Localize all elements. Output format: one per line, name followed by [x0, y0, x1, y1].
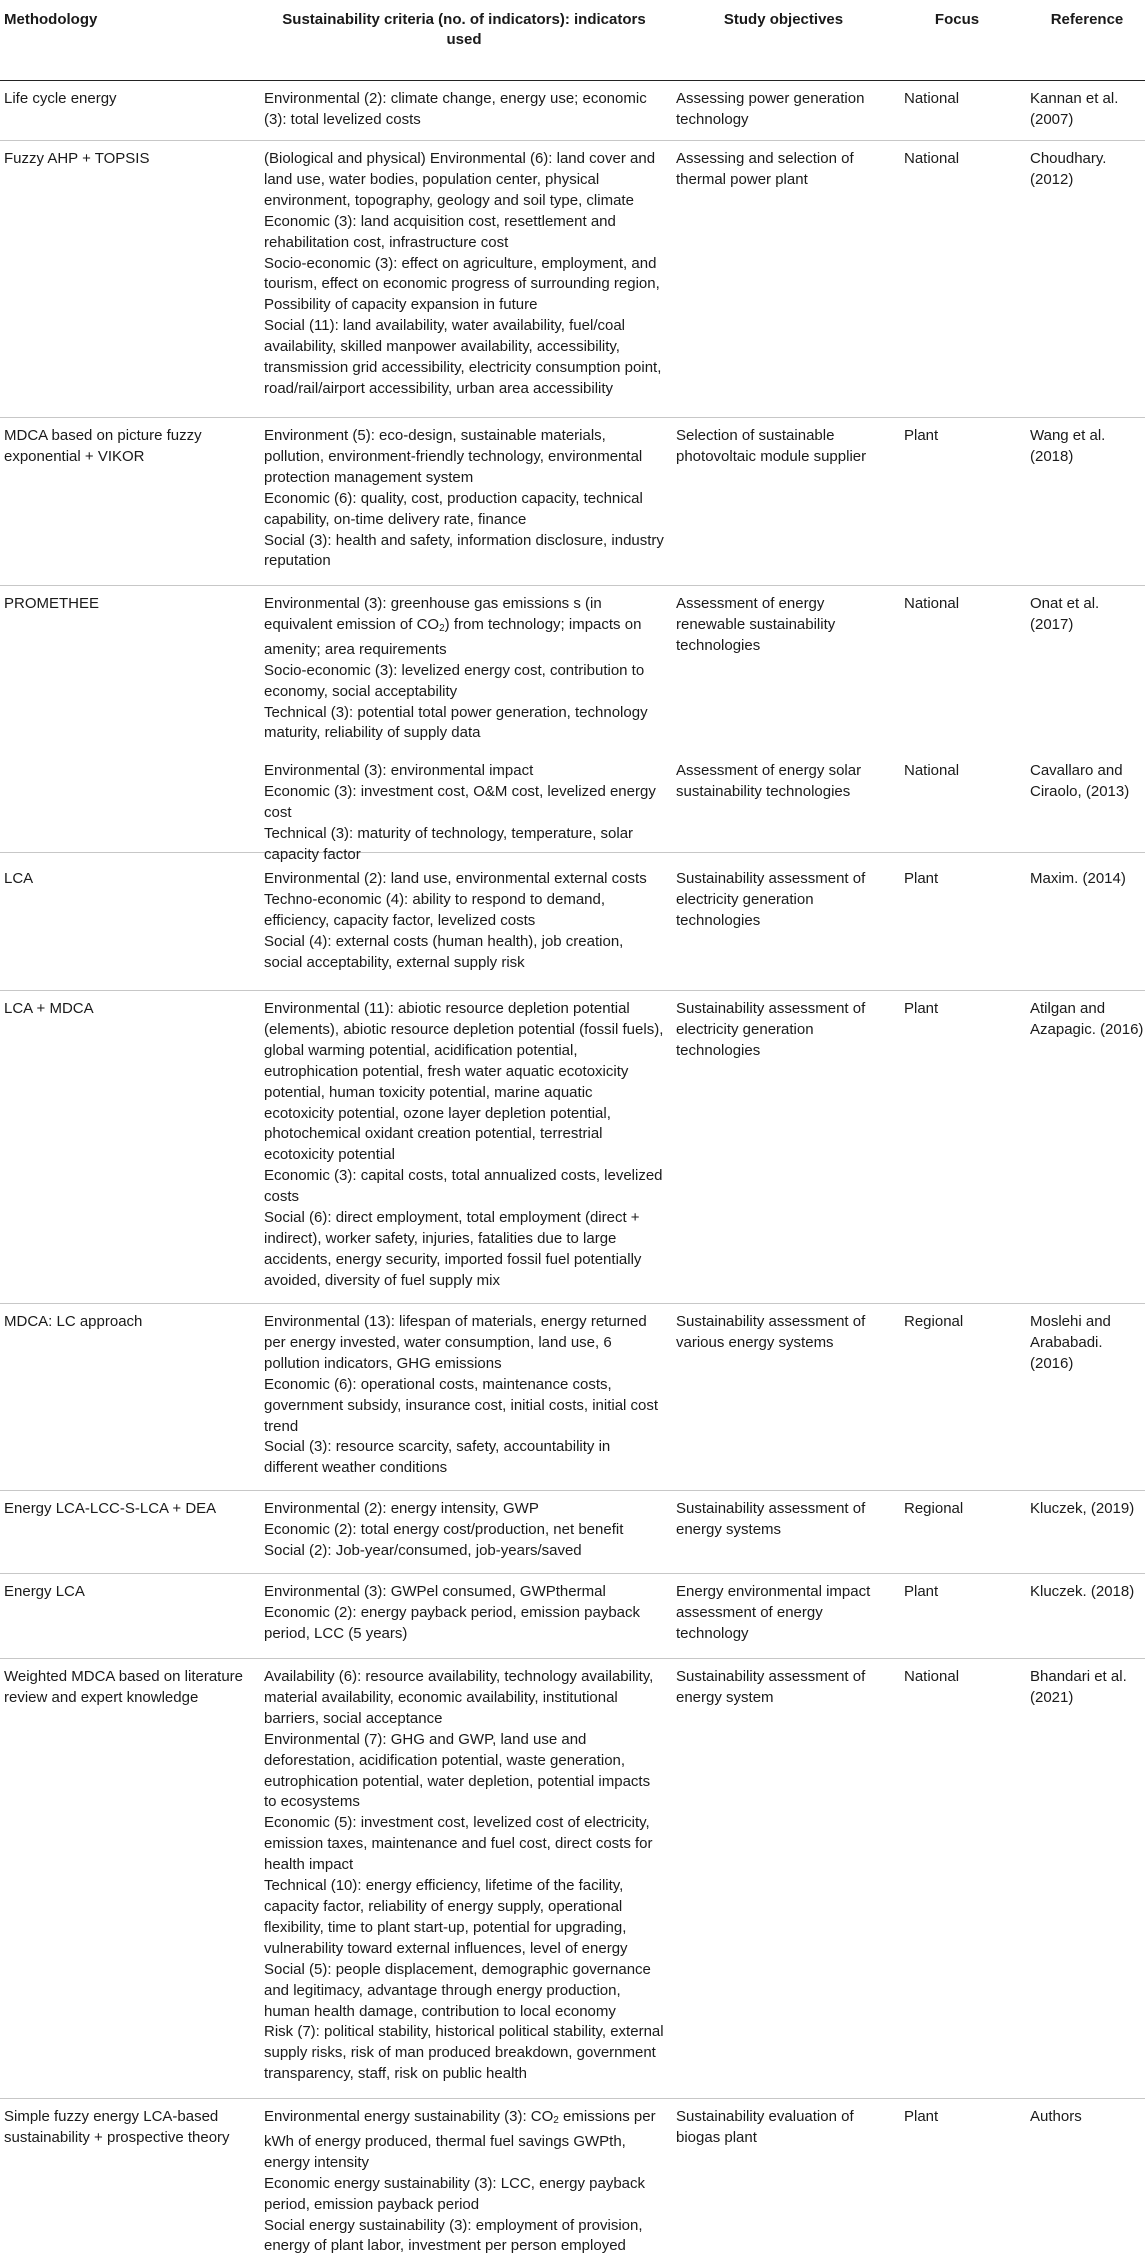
reference-cell: Authors	[1030, 2108, 1082, 2125]
objectives-cell: Sustainability assessment of electricity generation technologies	[676, 870, 866, 929]
objectives-cell: Assessing power generation technology	[676, 90, 865, 128]
header-objectives: Study objectives	[723, 11, 844, 28]
criteria-line: Socio-economic (3): levelized energy cost, contribution to economy, social acceptability	[264, 661, 645, 700]
criteria-line: Environment (5): eco-design, sustainable materials, pollution, environment-friendly technology, environmental protection management system	[264, 427, 643, 486]
criteria-line: Technical (10): energy efficiency, lifetime of the facility, capacity factor, reliability of energy supply, operational flexibility, time to plant start-up, potential for upgrading, vulnerability toward external influences, level of energy	[264, 1877, 628, 1957]
criteria-line: Environmental (7): GHG and GWP, land use and deforestation, acidification potential, waste generation, eutrophication potential, water depletion, potential impacts to ecosystems	[264, 1730, 651, 1811]
criteria-line: Environmental (3): environmental impact	[264, 762, 534, 779]
criteria-cell	[264, 869, 664, 974]
criteria-line: Social (3): health and safety, information disclosure, industry reputation	[264, 531, 664, 570]
objectives-cell: Selection of sustainable photovoltaic module supplier	[676, 427, 867, 465]
criteria-line: Economic (3): investment cost, O&M cost, levelized energy cost	[264, 782, 656, 821]
criteria-line: Social (4): external costs (human health), job creation, social acceptability, external supply risk	[264, 932, 624, 971]
methodology-cell: Simple fuzzy energy LCA-based sustainability + prospective theory	[4, 2108, 230, 2146]
criteria-cell	[264, 426, 664, 572]
focus-cell: Plant	[904, 2108, 939, 2125]
criteria-line: Economic (6): operational costs, maintenance costs, government subsidy, insurance cost, initial costs, initial cost trend	[264, 1375, 659, 1435]
reference-cell: Kannan et al. (2007)	[1030, 90, 1119, 128]
reference-cell: Choudhary. (2012)	[1030, 150, 1107, 188]
objectives-cell: Assessment of energy solar sustainability technologies	[676, 762, 862, 800]
criteria-cell	[264, 1582, 664, 1645]
focus-cell: National	[904, 595, 960, 612]
criteria-line: Environmental (3): GWPel consumed, GWPthermal	[264, 1583, 606, 1600]
table-row	[0, 80, 1145, 141]
criteria-line: Environmental (2): energy intensity, GWP	[264, 1500, 539, 1517]
reference-cell: Kluczek, (2019)	[1030, 1500, 1135, 1517]
criteria-cell	[264, 2107, 664, 2257]
criteria-line: (Biological and physical) Environmental (6): land cover and land use, water bodies, population center, physical environment, topography, geology and soil type, climate	[264, 150, 656, 209]
criteria-line: Economic (2): total energy cost/production, net benefit	[264, 1520, 624, 1538]
criteria-line: Environmental (11): abiotic resource depletion potential (elements), abiotic resource depletion potential (fossil fuels), global warming potential, acidification potential, eutrophication potential, fresh water aquatic ecotoxicity potential, human toxicity potential, marine aquatic ecotoxicity potential, ozone layer depletion potential, photochemical oxidant creation potential, terrestrial ecotoxicity potential	[264, 1000, 664, 1164]
criteria-cell	[264, 1667, 664, 2085]
criteria-line: Risk (7): political stability, historical political stability, external supply risks, risk of man produced breakdown, government transparency, staff, risk on public health	[264, 2023, 664, 2083]
table-row	[0, 1490, 1145, 1574]
methodology-cell: Energy LCA-LCC-S-LCA + DEA	[4, 1500, 217, 1517]
table-row	[0, 990, 1145, 1304]
focus-cell: Plant	[904, 1583, 939, 1600]
criteria-cell	[264, 999, 664, 1292]
table-row	[0, 140, 1145, 418]
criteria-line: Economic (3): land acquisition cost, resettlement and rehabilitation cost, infrastructure cost	[264, 212, 616, 251]
table-row	[0, 752, 1145, 863]
table-row	[0, 860, 1145, 991]
criteria-line: Social (2): Job-year/consumed, job-years/saved	[264, 1541, 582, 1559]
criteria-line: Economic energy sustainability (3): LCC, energy payback period, emission payback period	[264, 2174, 646, 2213]
criteria-line: Social (3): resource scarcity, safety, accountability in different weather conditions	[264, 1438, 611, 1477]
criteria-line: Availability (6): resource availability, technology availability, material availability, economic availability, institutional barriers, social acceptance	[264, 1668, 654, 1727]
methodology-cell: Fuzzy AHP + TOPSIS	[4, 150, 150, 167]
criteria-line: Social energy sustainability (3): employment of provision, energy of plant labor, investment per person employed	[264, 2216, 643, 2255]
table-row	[0, 1658, 1145, 2099]
criteria-cell	[264, 1499, 664, 1562]
criteria-line: Social (5): people displacement, demographic governance and legitimacy, advantage through energy production, human health damage, contribution to local economy	[264, 1960, 651, 2020]
table-row	[0, 2098, 1145, 2261]
objectives-cell: Sustainability evaluation of biogas plant	[676, 2108, 854, 2146]
objectives-cell: Sustainability assessment of various energy systems	[676, 1313, 866, 1351]
criteria-line: Economic (5): investment cost, levelized cost of electricity, emission taxes, maintenance and fuel cost, direct costs for health impact	[264, 1814, 653, 1874]
table-row	[0, 1303, 1145, 1491]
objectives-cell: Energy environmental impact assessment of energy technology	[676, 1583, 871, 1642]
criteria-line: Technical (3): potential total power generation, technology maturity, reliability of supply data	[264, 703, 648, 742]
criteria-line: Techno-economic (4): ability to respond to demand, efficiency, capacity factor, levelized costs	[264, 890, 606, 929]
focus-cell: Regional	[904, 1313, 964, 1330]
reference-cell: Atilgan and Azapagic. (2016)	[1030, 1000, 1144, 1038]
methodology-cell: Weighted MDCA based on literature review and expert knowledge	[4, 1668, 244, 1706]
header-criteria: Sustainability criteria (no. of indicators): indicators used	[282, 11, 646, 48]
criteria-line: Socio-economic (3): effect on agriculture, employment, and tourism, effect on economic progress of surrounding region, Possibility of capacity expansion in future	[264, 254, 660, 314]
criteria-cell	[264, 149, 664, 400]
criteria-cell	[264, 1312, 664, 1479]
methodology-cell: Life cycle energy	[4, 90, 117, 107]
objectives-cell: Assessing and selection of thermal power plant	[676, 150, 854, 188]
objectives-cell: Sustainability assessment of energy systems	[676, 1500, 866, 1538]
reference-cell: Moslehi and Arababadi. (2016)	[1030, 1313, 1111, 1372]
criteria-line: Social (6): direct employment, total employment (direct + indirect), worker safety, injuries, fatalities due to large accidents, energy security, imported fossil fuel potentially avoided, diversity of fuel supply mix	[264, 1209, 642, 1289]
reference-cell: Wang et al. (2018)	[1030, 427, 1106, 465]
methodology-cell: MDCA: LC approach	[4, 1313, 143, 1330]
criteria-line: Environmental energy sustainability (3): $CO_2$ emissions per kWh of energy produced, thermal fuel savings GWPth, energy intensity	[264, 2108, 656, 2171]
criteria-line: Environmental (2): land use, environmental external costs	[264, 870, 647, 887]
criteria-line: Environmental (2): climate change, energy use; economic (3): total levelized costs	[264, 90, 647, 128]
criteria-line: Social (11): land availability, water availability, fuel/coal availability, skilled manpower availability, accessibility, transmission grid accessibility, electricity consumption point, road/rail/airport accessibility, urban area accessibility	[264, 317, 662, 397]
criteria-line: Environmental (3): greenhouse gas emissions s (in equivalent emission of $CO_2$) from technology; impacts on amenity; area requirements	[264, 595, 642, 658]
focus-cell: National	[904, 762, 960, 779]
table-row	[0, 417, 1145, 586]
focus-cell: Plant	[904, 870, 939, 887]
methodology-cell: LCA	[4, 870, 34, 887]
focus-cell: National	[904, 90, 960, 107]
reference-cell: Maxim. (2014)	[1030, 870, 1126, 887]
methodology-cell: LCA + MDCA	[4, 1000, 94, 1017]
table-row	[0, 1573, 1145, 1659]
focus-cell: Regional	[904, 1500, 964, 1517]
criteria-cell	[264, 761, 664, 866]
header-methodology: Methodology	[4, 11, 98, 28]
reference-cell: Kluczek. (2018)	[1030, 1583, 1135, 1600]
criteria-line: Economic (6): quality, cost, production capacity, technical capability, on-time delivery rate, finance	[264, 489, 643, 528]
criteria-line: Economic (2): energy payback period, emission payback period, LCC (5 years)	[264, 1603, 641, 1642]
criteria-line: Technical (3): maturity of technology, temperature, solar capacity factor	[264, 824, 634, 863]
objectives-cell: Sustainability assessment of energy system	[676, 1668, 866, 1706]
criteria-cell	[264, 594, 664, 744]
table-header	[0, 0, 1145, 81]
reference-cell: Onat et al. (2017)	[1030, 595, 1100, 633]
methodology-cell: MDCA based on picture fuzzy exponential + VIKOR	[4, 427, 202, 465]
header-reference: Reference	[1050, 11, 1124, 28]
methodology-cell: PROMETHEE	[4, 595, 100, 612]
criteria-line: Economic (3): capital costs, total annualized costs, levelized costs	[264, 1167, 663, 1206]
focus-cell: National	[904, 1668, 960, 1685]
reference-cell: Bhandari et al. (2021)	[1030, 1668, 1127, 1706]
header-focus: Focus	[934, 11, 980, 28]
methodology-cell: Energy LCA	[4, 1583, 85, 1600]
reference-cell: Cavallaro and Ciraolo, (2013)	[1030, 762, 1130, 800]
focus-cell: Plant	[904, 1000, 939, 1017]
objectives-cell: Sustainability assessment of electricity generation technologies	[676, 1000, 866, 1059]
criteria-cell	[264, 89, 664, 131]
focus-cell: Plant	[904, 427, 939, 444]
focus-cell: National	[904, 150, 960, 167]
criteria-line: Environmental (13): lifespan of materials, energy returned per energy invested, water consumption, land use, 6 pollution indicators, GHG emissions	[264, 1313, 647, 1372]
objectives-cell: Assessment of energy renewable sustainability technologies	[676, 595, 836, 654]
